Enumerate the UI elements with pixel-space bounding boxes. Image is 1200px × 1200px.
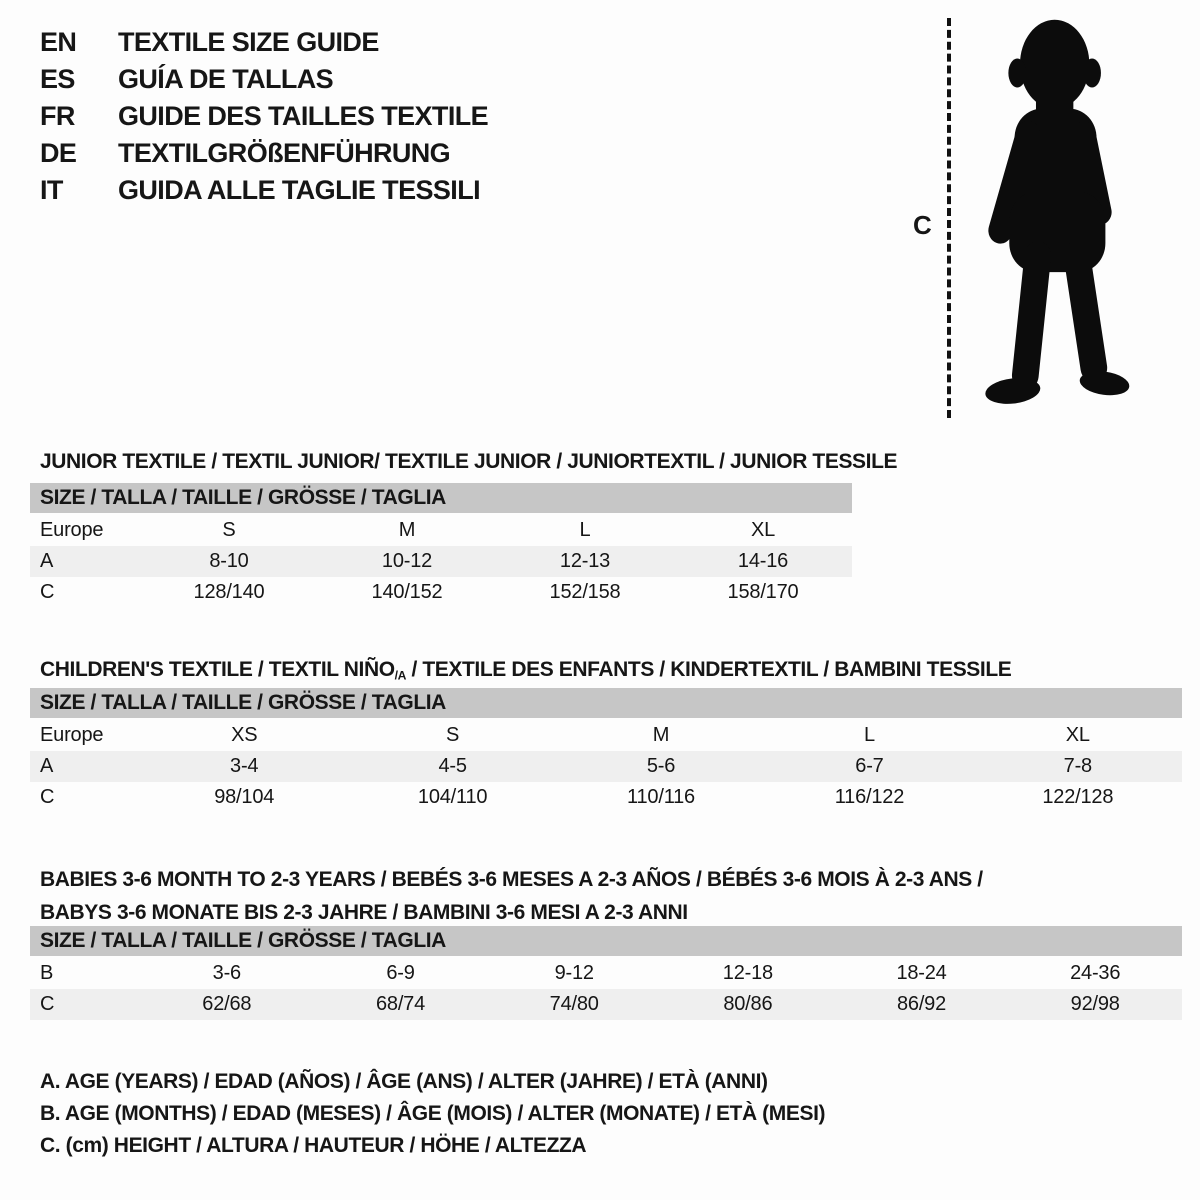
- row-label: Europe: [40, 519, 104, 541]
- table-cell: 6-9: [386, 962, 415, 984]
- legend-line-a: A. AGE (YEARS) / EDAD (AÑOS) / ÂGE (ANS) / ALTER (JAHRE) / ETÀ (ANNI): [40, 1070, 768, 1093]
- children-size-table: [30, 688, 1182, 813]
- row-label: C: [40, 993, 55, 1015]
- children-title-sub: /A: [394, 669, 407, 684]
- table-cell: 9-12: [554, 962, 594, 984]
- table-row-height: [30, 782, 1182, 813]
- language-row-en: [40, 24, 488, 61]
- legend-line-c: C. (cm) HEIGHT / ALTURA / HAUTEUR / HÖHE / ALTEZZA: [40, 1134, 587, 1157]
- table-cell: M: [398, 519, 416, 541]
- language-title: TEXTILE SIZE GUIDE: [118, 27, 379, 57]
- table-cell: 110/116: [627, 786, 695, 808]
- size-header-bar: SIZE / TALLA / TAILLE / GRÖSSE / TAGLIA: [30, 926, 1182, 956]
- table-cell: 122/128: [1042, 786, 1114, 808]
- row-label: B: [40, 962, 54, 984]
- language-title: TEXTILGRÖßENFÜHRUNG: [118, 138, 451, 168]
- baby-silhouette-icon: [963, 14, 1141, 420]
- table-cell: S: [446, 724, 460, 746]
- language-title: GUÍA DE TALLAS: [118, 64, 334, 94]
- size-header-bar: SIZE / TALLA / TAILLE / GRÖSSE / TAGLIA: [30, 688, 1182, 718]
- table-row-age-months: [30, 958, 1182, 989]
- table-cell: 92/98: [1070, 993, 1120, 1015]
- language-title: GUIDE DES TAILLES TEXTILE: [118, 101, 489, 131]
- row-label: A: [40, 755, 54, 777]
- measurement-legend: [40, 1066, 825, 1162]
- legend-line-b: B. AGE (MONTHS) / EDAD (MESES) / ÂGE (MOIS) / ALTER (MONATE) / ETÀ (MESI): [40, 1102, 826, 1125]
- babies-section-title: [40, 863, 983, 929]
- table-cell: 5-6: [646, 755, 676, 777]
- children-section-title: [40, 658, 1011, 683]
- table-cell: L: [579, 519, 591, 541]
- table-cell: XL: [1065, 724, 1090, 746]
- table-cell: 152/158: [549, 581, 621, 603]
- table-row-europe: [30, 515, 852, 546]
- table-cell: L: [863, 724, 875, 746]
- babies-size-table: [30, 926, 1182, 1020]
- junior-section-title: JUNIOR TEXTILE / TEXTIL JUNIOR/ TEXTILE JUNIOR / JUNIORTEXTIL / JUNIOR TESSILE: [40, 450, 898, 474]
- table-cell: 4-5: [438, 755, 467, 777]
- babies-title-line2: BABYS 3-6 MONATE BIS 2-3 JAHRE / BAMBINI 3-6 MESI A 2-3 ANNI: [40, 901, 688, 925]
- table-row-height: [30, 989, 1182, 1020]
- table-cell: 12-13: [559, 550, 611, 572]
- language-code: IT: [40, 175, 63, 205]
- table-cell: 128/140: [193, 581, 265, 603]
- language-title-block: [40, 24, 488, 209]
- table-cell: 6-7: [855, 755, 884, 777]
- table-cell: 8-10: [209, 550, 249, 572]
- table-cell: S: [222, 519, 236, 541]
- row-label: C: [40, 581, 55, 603]
- row-label: C: [40, 786, 55, 808]
- table-cell: 18-24: [896, 962, 947, 984]
- language-code: EN: [40, 27, 77, 57]
- table-cell: 68/74: [375, 993, 426, 1015]
- table-cell: XS: [231, 724, 258, 746]
- row-label: Europe: [40, 724, 104, 746]
- table-cell: 12-18: [722, 962, 773, 984]
- row-label: A: [40, 550, 54, 572]
- children-title-prefix: CHILDREN'S TEXTILE / TEXTIL NIÑO: [40, 658, 395, 682]
- babies-title-line1: BABIES 3-6 MONTH TO 2-3 YEARS / BEBÉS 3-6 MESES A 2-3 AÑOS / BÉBÉS 3-6 MOIS À 2-3 ANS /: [40, 868, 983, 892]
- table-cell: 3-6: [212, 962, 241, 984]
- table-cell: 7-8: [1063, 755, 1092, 777]
- baby-figure-block: [905, 10, 1167, 422]
- language-row-it: [40, 172, 488, 209]
- table-cell: 86/92: [896, 993, 947, 1015]
- table-cell: 158/170: [727, 581, 799, 603]
- size-header-bar: SIZE / TALLA / TAILLE / GRÖSSE / TAGLIA: [30, 483, 852, 513]
- table-cell: XL: [750, 519, 776, 541]
- language-code: FR: [40, 101, 75, 131]
- table-cell: 3-4: [230, 755, 259, 777]
- table-cell: 80/86: [723, 993, 773, 1015]
- height-marker-label: C: [913, 210, 932, 240]
- table-cell: 116/122: [834, 786, 905, 808]
- table-cell: 98/104: [214, 786, 275, 808]
- table-cell: 62/68: [202, 993, 252, 1015]
- table-row-height: [30, 577, 852, 608]
- table-cell: 10-12: [381, 550, 433, 572]
- junior-size-table: [30, 483, 852, 608]
- table-cell: 104/110: [417, 786, 488, 808]
- language-code: DE: [40, 138, 77, 168]
- language-row-es: [40, 61, 488, 98]
- table-row-age: [30, 546, 852, 577]
- table-cell: M: [652, 724, 670, 746]
- language-row-de: [40, 135, 488, 172]
- table-cell: 14-16: [737, 550, 789, 572]
- table-cell: 24-36: [1070, 962, 1121, 984]
- table-row-age: [30, 751, 1182, 782]
- children-title-suffix: / TEXTILE DES ENFANTS / KINDERTEXTIL / BAMBINI TESSILE: [406, 658, 1012, 682]
- table-row-europe: [30, 720, 1182, 751]
- table-cell: 74/80: [549, 993, 599, 1015]
- table-cell: 140/152: [371, 581, 443, 603]
- language-code: ES: [40, 64, 75, 94]
- language-title: GUIDA ALLE TAGLIE TESSILI: [118, 175, 480, 205]
- height-dashed-line: [947, 18, 951, 418]
- language-row-fr: [40, 98, 488, 135]
